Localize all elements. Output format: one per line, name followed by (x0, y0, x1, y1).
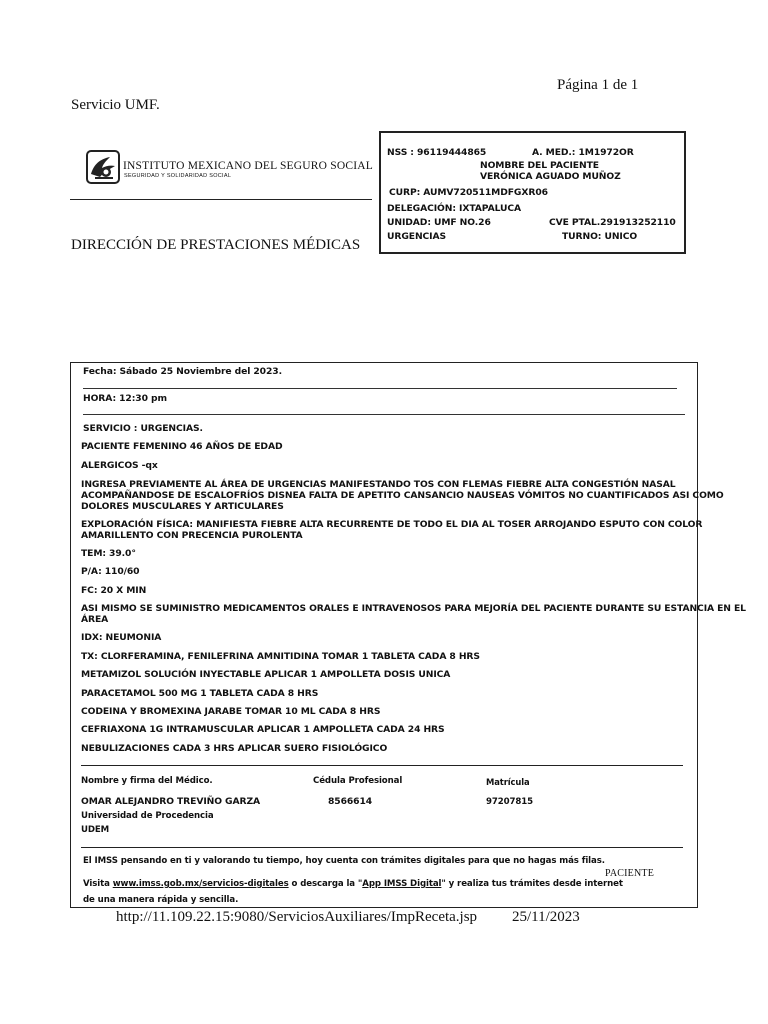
note-pa: P/A: 110/60 (81, 566, 140, 577)
treatment-line: TX: CLORFERAMINA, FENILEFRINA AMNITIDINA TOMAR 1 TABLETA CADA 8 HRS (81, 651, 480, 662)
digital-visita: Visita (83, 879, 113, 889)
note-exploracion-1: EXPLORACIÓN FÍSICA: MANIFIESTA FIEBRE ALTA RECURRENTE DE TODO EL DIA AL TOSER ARROJANDO ESPUTO CON COLOR (81, 519, 703, 530)
divider-doctor (81, 765, 683, 766)
note-hora: HORA: 12:30 pm (83, 393, 167, 404)
note-asi-1: ASI MISMO SE SUMINISTRO MEDICAMENTOS ORALES E INTRAVENOSOS PARA MEJORÍA DEL PACIENTE DURANTE SU ESTANCIA EN EL (81, 603, 746, 614)
note-fecha: Fecha: Sábado 25 Noviembre del 2023. (83, 366, 282, 377)
digital-line-1: El IMSS pensando en ti y valorando tu tiempo, hoy cuenta con trámites digitales para que no hagas más filas. (83, 856, 605, 866)
turno: TURNO: UNICO (562, 231, 638, 242)
nss: NSS : 96119444865 (387, 147, 487, 158)
imss-eagle-icon (86, 150, 120, 184)
service-label: Servicio UMF. (71, 97, 160, 113)
doctor-name: OMAR ALEJANDRO TREVIÑO GARZA (81, 796, 261, 807)
digital-end: " y realiza tus trámites desde internet (441, 879, 623, 889)
digital-line-2 (83, 879, 623, 890)
logo-tagline: SEGURIDAD Y SOLIDARIDAD SOCIAL (124, 173, 232, 179)
page-number: Página 1 de 1 (557, 77, 639, 93)
cedula-number: 8566614 (328, 796, 373, 807)
area: URGENCIAS (387, 231, 447, 242)
treatment-line: PARACETAMOL 500 MG 1 TABLETA CADA 8 HRS (81, 688, 319, 699)
header-divider (70, 199, 372, 200)
university: UDEM (81, 825, 110, 835)
note-paciente: PACIENTE FEMENINO 46 AÑOS DE EDAD (81, 441, 283, 452)
digital-mid: o descarga la " (288, 879, 363, 889)
a-med: A. MED.: 1M1972OR (532, 147, 634, 158)
cedula-label: Cédula Profesional (313, 776, 403, 786)
university-label: Universidad de Procedencia (81, 811, 214, 821)
treatment-line: NEBULIZACIONES CADA 3 HRS APLICAR SUERO FISIOLÓGICO (81, 743, 388, 754)
divider-digital (81, 847, 683, 848)
matricula-number: 97207815 (486, 797, 534, 807)
note-tem: TEM: 39.0° (81, 548, 136, 559)
note-ingresa-2: ACOMPAÑANDOSE DE ESCALOFRÍOS DISNEA FALTA DE APETITO CANSANCIO NAUSEAS VÓMITOS NO CUANTIFICADOS ASI COMO (81, 490, 724, 501)
curp: CURP: AUMV720511MDFGXR06 (389, 187, 548, 198)
note-asi-2: ÁREA (81, 614, 109, 625)
logo-name: INSTITUTO MEXICANO DEL SEGURO SOCIAL (123, 160, 373, 172)
delegacion: DELEGACIÓN: IXTAPALUCA (387, 203, 522, 214)
matricula-label: Matrícula (486, 777, 530, 787)
doctor-name-label: Nombre y firma del Médico. (81, 776, 213, 786)
footer-url: http://11.109.22.15:9080/ServiciosAuxiliares/ImpReceta.jsp (116, 909, 478, 925)
clinical-note-box (70, 362, 746, 908)
treatment-line: CODEINA Y BROMEXINA JARABE TOMAR 10 ML CADA 8 HRS (81, 706, 381, 717)
treatment-line: CEFRIAXONA 1G INTRAMUSCULAR APLICAR 1 AMPOLLETA CADA 24 HRS (81, 724, 445, 735)
note-servicio: SERVICIO : URGENCIAS. (83, 423, 203, 434)
cve-ptal: CVE PTAL.291913252110 (549, 217, 676, 228)
patient-name: VERÓNICA AGUADO MUÑOZ (480, 171, 621, 182)
divider-hora (83, 414, 685, 415)
imss-logo (86, 150, 373, 186)
note-idx: IDX: NEUMONIA (81, 632, 162, 643)
direction-title: DIRECCIÓN DE PRESTACIONES MÉDICAS (71, 237, 361, 253)
note-fc: FC: 20 X MIN (81, 585, 147, 596)
footer-date: 25/11/2023 (512, 909, 580, 925)
divider-fecha (83, 388, 677, 389)
imss-services-link[interactable]: www.imss.gob.mx/servicios-digitales (112, 879, 289, 889)
note-alergicos: ALERGICOS -qx (81, 460, 158, 471)
patient-name-label: NOMBRE DEL PACIENTE (480, 160, 599, 171)
copy-label: PACIENTE (605, 868, 655, 879)
app-imss-digital-link[interactable]: App IMSS Digital (362, 879, 442, 889)
note-ingresa-3: DOLORES MUSCULARES Y ARTICULARES (81, 501, 284, 512)
digital-line-3: de una manera rápida y sencilla. (83, 895, 239, 905)
note-exploracion-2: AMARILLENTO CON PRECENCIA PUROLENTA (81, 530, 303, 541)
patient-info-box (379, 131, 686, 254)
note-ingresa-1: INGRESA PREVIAMENTE AL ÁREA DE URGENCIAS MANIFESTANDO TOS CON FLEMAS FIEBRE ALTA CONGESTIÓN NASAL (81, 479, 676, 490)
unidad: UNIDAD: UMF NO.26 (387, 217, 491, 228)
treatment-line: METAMIZOL SOLUCIÓN INYECTABLE APLICAR 1 AMPOLLETA DOSIS UNICA (81, 669, 451, 680)
